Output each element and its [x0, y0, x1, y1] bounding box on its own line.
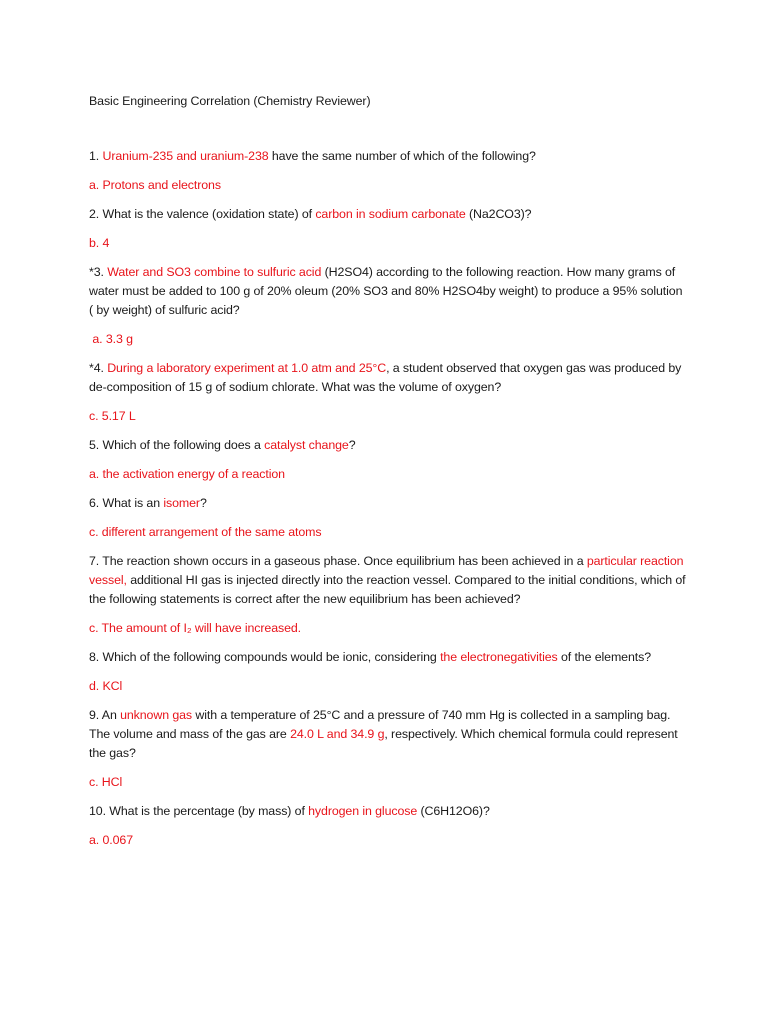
answer-9: c. HCl — [89, 775, 123, 789]
question-5 — [89, 436, 688, 455]
question-text: 2. What is the valence (oxidation state) of — [89, 207, 316, 221]
document-title: Basic Engineering Correlation (Chemistry Reviewer) — [89, 94, 371, 108]
question-9 — [89, 706, 688, 763]
question-text: 9. An — [89, 708, 121, 722]
question-text: 10. What is the percentage (by mass) of — [89, 804, 309, 818]
highlighted-text: carbon in sodium carbonate — [315, 207, 466, 221]
highlighted-text: unknown gas — [120, 708, 193, 722]
question-text: of the elements? — [557, 650, 651, 664]
question-text: ? — [199, 496, 207, 510]
highlighted-text: Uranium-235 and uranium-238 — [102, 149, 269, 163]
highlighted-text: 24.0 L and 34.9 g — [290, 727, 385, 741]
question-text: *3. — [89, 265, 108, 279]
question-text: *4. — [89, 361, 108, 375]
answer-2: b. 4 — [89, 236, 110, 250]
question-7 — [89, 552, 688, 609]
highlighted-text: isomer — [163, 496, 200, 510]
question-8 — [89, 648, 688, 667]
highlighted-text: hydrogen in glucose — [308, 804, 418, 818]
answer-1: a. Protons and electrons — [89, 178, 221, 192]
question-text: 8. Which of the following compounds would be ionic, considering — [89, 650, 441, 664]
answer-6: c. different arrangement of the same atoms — [89, 525, 322, 539]
question-text: 5. Which of the following does a — [89, 438, 265, 452]
highlighted-text: catalyst change — [264, 438, 349, 452]
question-text: ? — [348, 438, 356, 452]
question-text: 1. — [89, 149, 103, 163]
question-text: , a student observed that oxygen gas was produced by de-composition of 15 g of sodium chlorate. What was the volume of oxygen? — [89, 361, 682, 394]
question-10 — [89, 802, 688, 821]
question-text: additional HI gas is injected directly into the reaction vessel. Compared to the initial conditions, which of the following statements is correct after the new equilibrium has been achieved? — [89, 573, 686, 606]
answer-4: c. 5.17 L — [89, 409, 136, 423]
question-text: (C6H12O6)? — [417, 804, 490, 818]
highlighted-text: particular reaction vessel, — [89, 554, 684, 587]
question-2 — [89, 205, 688, 224]
question-text: 7. The reaction shown occurs in a gaseous phase. Once equilibrium has been achieved in a — [89, 554, 587, 568]
answer-8: d. KCl — [89, 679, 123, 693]
question-text: (H2SO4) according to the following reaction. How many grams of water must be added to 100 g of 20% oleum (20% SO3 and 80% H2SO4by weight) to produce a 95% solution ( by weight) of sulfuric acid? — [89, 265, 683, 317]
question-4 — [89, 359, 688, 397]
question-text: (Na2CO3)? — [465, 207, 532, 221]
highlighted-text: the electronegativities — [440, 650, 558, 664]
question-3 — [89, 263, 688, 320]
answer-10: a. 0.067 — [89, 833, 133, 847]
question-1 — [89, 147, 688, 166]
highlighted-text: Water and SO3 combine to sulfuric acid — [107, 265, 322, 279]
highlighted-text: During a laboratory experiment at 1.0 atm and 25°C — [107, 361, 387, 375]
question-text: 6. What is an — [89, 496, 164, 510]
answer-5: a. the activation energy of a reaction — [89, 467, 285, 481]
question-text: with a temperature of 25°C and a pressure of 740 mm Hg is collected in a sampling bag. The volume and mass of the gas are — [89, 708, 671, 741]
question-list — [89, 147, 688, 850]
question-text: , respectively. Which chemical formula could represent the gas? — [89, 727, 678, 760]
answer-7: c. The amount of I₂ will have increased. — [89, 621, 302, 635]
question-text: have the same number of which of the following? — [268, 149, 536, 163]
question-6 — [89, 494, 688, 513]
answer-3: a. 3.3 g — [89, 332, 133, 346]
